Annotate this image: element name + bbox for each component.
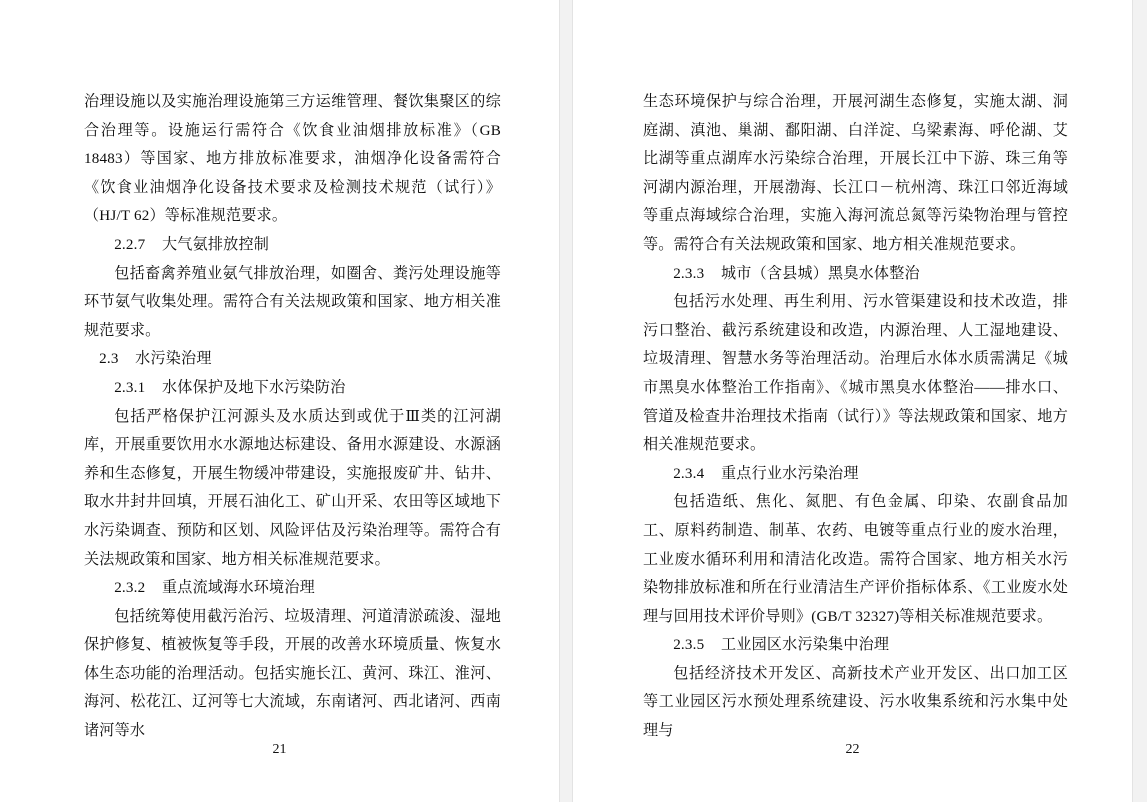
- section-title: 水污染治理: [135, 351, 212, 368]
- section-heading: [84, 231, 501, 260]
- section-title: 工业园区水污染集中治理: [720, 637, 890, 654]
- section-heading: [84, 574, 501, 603]
- section-number: 2.3.5: [673, 637, 705, 654]
- section-heading: [84, 374, 501, 403]
- section-heading: [643, 260, 1068, 289]
- section-number: 2.3.2: [114, 580, 146, 597]
- paragraph: 包括造纸、焦化、氮肥、有色金属、印染、农副食品加工、原料药制造、制革、农药、电镀等重点行业的废水治理，工业废水循环利用和清洁化改造。需符合国家、地方相关水污染物排放标准和所在行业清洁生产评价指标体系、《工业废水处理与回用技术评价导则》(GB/T 32327)等相关标准规范要求。: [643, 494, 1068, 625]
- page-number: 22: [845, 742, 860, 757]
- section-number: 2.3: [99, 351, 119, 368]
- paragraph: 包括畜禽养殖业氨气排放治理，如圈舍、粪污处理设施等环节氨气收集处理。需符合有关法规政策和国家、地方相关准规范要求。: [84, 265, 501, 339]
- section-number: 2.3.3: [673, 265, 705, 282]
- section-number: 2.2.7: [114, 236, 146, 253]
- page-number: 21: [272, 742, 287, 757]
- section-title: 大气氨排放控制: [161, 236, 270, 253]
- paragraph: 包括严格保护江河源头及水质达到或优于Ⅲ类的江河湖库，开展重要饮用水水源地达标建设、备用水源建设、水源涵养和生态修复，开展生物缓冲带建设，实施报废矿井、钻井、取水井封井回填，开展石油化工、矿山开采、农田等区域地下水污染调查、预防和区划、风险评估及污染治理等。需符合有关法规政策和国家、地方相关标准规范要求。: [84, 408, 501, 568]
- section-title: 水体保护及地下水污染防治: [161, 379, 346, 396]
- section-number: 2.3.4: [673, 465, 705, 482]
- paragraph: 生态环境保护与综合治理，开展河湖生态修复，实施太湖、洞庭湖、滇池、巢湖、鄱阳湖、白洋淀、乌梁素海、呼伦湖、艾比湖等重点湖库水污染综合治理，开展长江中下游、珠三角等河湖内源治理，开展渤海、长江口－杭州湾、珠江口邻近海域等重点海域综合治理，实施入海河流总氮等污染物治理与管控等。需符合有关法规政策和国家、地方相关准规范要求。: [643, 94, 1068, 253]
- paragraph: 治理设施以及实施治理设施第三方运维管理、餐饮集聚区的综合治理等。设施运行需符合《饮食业油烟排放标准》（GB 18483）等国家、地方排放标准要求，油烟净化设备需符合《饮食业油烟净化设备技术要求及检测技术规范（试行）》（HJ/T 62）等标准规范要求。: [84, 94, 501, 225]
- section-title: 城市（含县城）黑臭水体整治: [720, 265, 920, 282]
- section-title: 重点行业水污染治理: [720, 465, 859, 482]
- section-heading: [84, 345, 501, 374]
- page-right-content: [643, 88, 1068, 740]
- paragraph: 包括污水处理、再生利用、污水管渠建设和技术改造，排污口整治、截污系统建设和改造，内源治理、人工湿地建设、垃圾清理、智慧水务等治理活动。治理后水体水质需满足《城市黑臭水体整治工作指南》、《城市黑臭水体整治——排水口、管道及检查井治理技术指南（试行）》等法规政策和国家、地方相关准规范要求。: [643, 294, 1068, 454]
- document-page-left: [0, 0, 559, 802]
- paragraph: 包括统筹使用截污治污、垃圾清理、河道清淤疏浚、湿地保护修复、植被恢复等手段，开展的改善水环境质量、恢复水体生态功能的治理活动。包括实施长江、黄河、珠江、淮河、海河、松花江、辽河等七大流域，东南诸河、西北诸河、西南诸河等水: [84, 608, 501, 740]
- section-heading: [643, 631, 1068, 660]
- paragraph: 包括经济技术开发区、高新技术产业开发区、出口加工区等工业园区污水预处理系统建设、污水收集系统和污水集中处理与: [643, 665, 1068, 740]
- page-left-content: [84, 88, 501, 740]
- section-number: 2.3.1: [114, 379, 146, 396]
- section-title: 重点流域海水环境治理: [161, 580, 315, 597]
- section-heading: [643, 460, 1068, 489]
- document-page-right: [573, 0, 1132, 802]
